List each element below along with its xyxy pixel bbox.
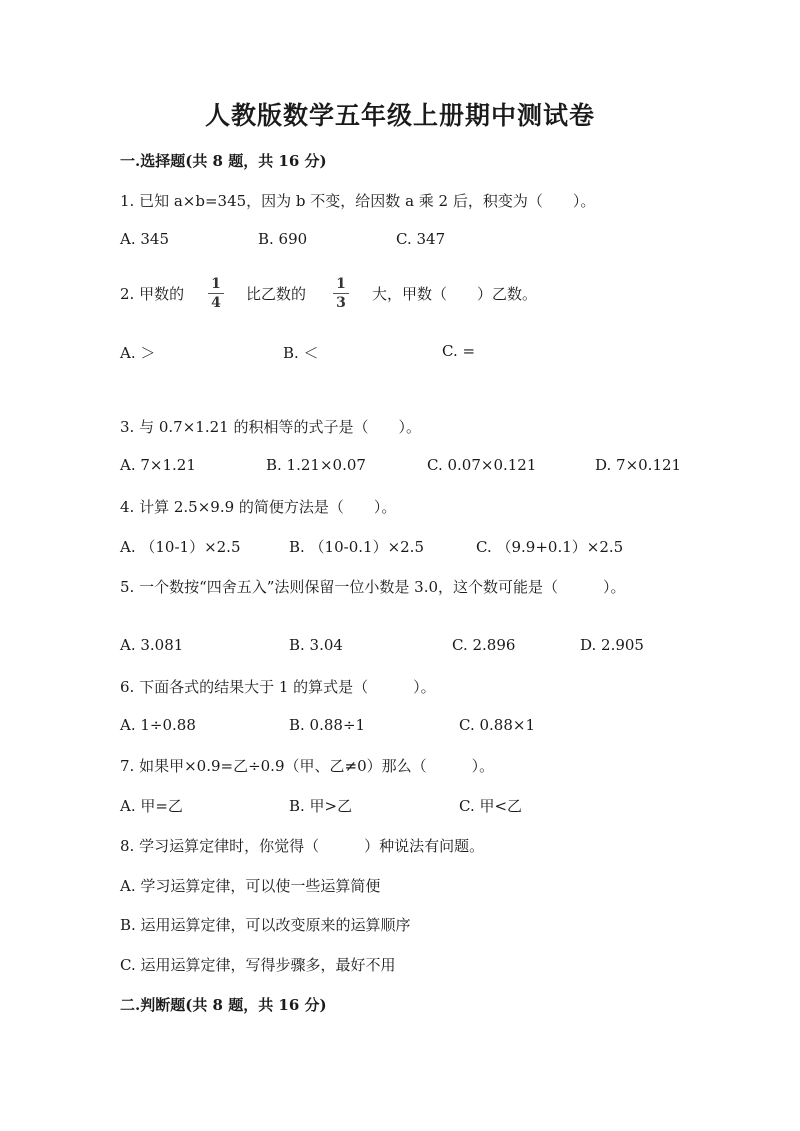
q5-option-b: B. 3.04 (289, 636, 343, 654)
q5-option-a: A. 3.081 (120, 636, 184, 654)
q6-option-a: A. 1÷0.88 (120, 716, 196, 734)
q3-option-d: D. 7×0.121 (595, 456, 682, 474)
q4-option-c: C. （9.9+0.1）×2.5 (476, 538, 624, 556)
question-2-part-a: 2. 甲数的 (120, 285, 185, 303)
q1-option-b: B. 690 (258, 230, 308, 248)
q7-option-b: B. 甲>乙 (289, 797, 353, 815)
question-3: 3. 与 0.7×1.21 的积相等的式子是（ ）。 (120, 418, 421, 436)
question-5: 5. 一个数按“四舍五入”法则保留一位小数是 3.0，这个数可能是（ ）。 (120, 578, 626, 596)
q3-option-b: B. 1.21×0.07 (266, 456, 366, 474)
q2-option-a: A. ＞ (120, 344, 156, 362)
section-heading-true-false: 二.判断题(共 8 题，共 16 分) (120, 996, 327, 1014)
q7-option-c: C. 甲<乙 (459, 797, 523, 815)
q6-option-b: B. 0.88÷1 (289, 716, 366, 734)
question-2-part-b: 比乙数的 (246, 285, 307, 303)
fraction-one-quarter (208, 276, 224, 311)
section-heading-choice: 一.选择题(共 8 题，共 16 分) (120, 152, 327, 170)
q2-option-c: C. = (442, 342, 476, 360)
question-2-part-c: 大，甲数（ ）乙数。 (372, 285, 538, 303)
fraction-numerator: 1 (211, 276, 221, 292)
fraction-numerator: 1 (336, 276, 346, 292)
fraction-bar (208, 293, 224, 294)
q2-option-b: B. ＜ (283, 344, 319, 362)
question-1: 1. 已知 a×b=345，因为 b 不变，给因数 a 乘 2 后，积变为（ ）。 (120, 192, 596, 210)
fraction-denominator: 4 (211, 295, 221, 311)
q5-option-d: D. 2.905 (580, 636, 644, 654)
q5-option-c: C. 2.896 (452, 636, 516, 654)
q8-option-a: A. 学习运算定律，可以使一些运算简便 (120, 877, 381, 895)
q6-option-c: C. 0.88×1 (459, 716, 535, 734)
page-title: 人教版数学五年级上册期中测试卷 (204, 101, 595, 130)
q3-option-a: A. 7×1.21 (120, 456, 196, 474)
q1-option-a: A. 345 (120, 230, 169, 248)
question-4: 4. 计算 2.5×9.9 的简便方法是（ ）。 (120, 498, 397, 516)
q7-option-a: A. 甲=乙 (120, 797, 183, 815)
q3-option-c: C. 0.07×0.121 (427, 456, 537, 474)
q4-option-b: B. （10-0.1）×2.5 (289, 538, 424, 556)
q4-option-a: A. （10-1）×2.5 (120, 538, 241, 556)
q8-option-c: C. 运用运算定律，写得步骤多，最好不用 (120, 956, 396, 974)
question-6: 6. 下面各式的结果大于 1 的算式是（ ）。 (120, 678, 436, 696)
fraction-denominator: 3 (336, 295, 346, 311)
q1-option-c: C. 347 (396, 230, 446, 248)
question-7: 7. 如果甲×0.9=乙÷0.9（甲、乙≠0）那么（ ）。 (120, 757, 495, 775)
q8-option-b: B. 运用运算定律，可以改变原来的运算顺序 (120, 916, 411, 934)
question-8: 8. 学习运算定律时，你觉得（ ）种说法有问题。 (120, 837, 485, 855)
fraction-bar (333, 293, 349, 294)
fraction-one-third (333, 276, 349, 311)
